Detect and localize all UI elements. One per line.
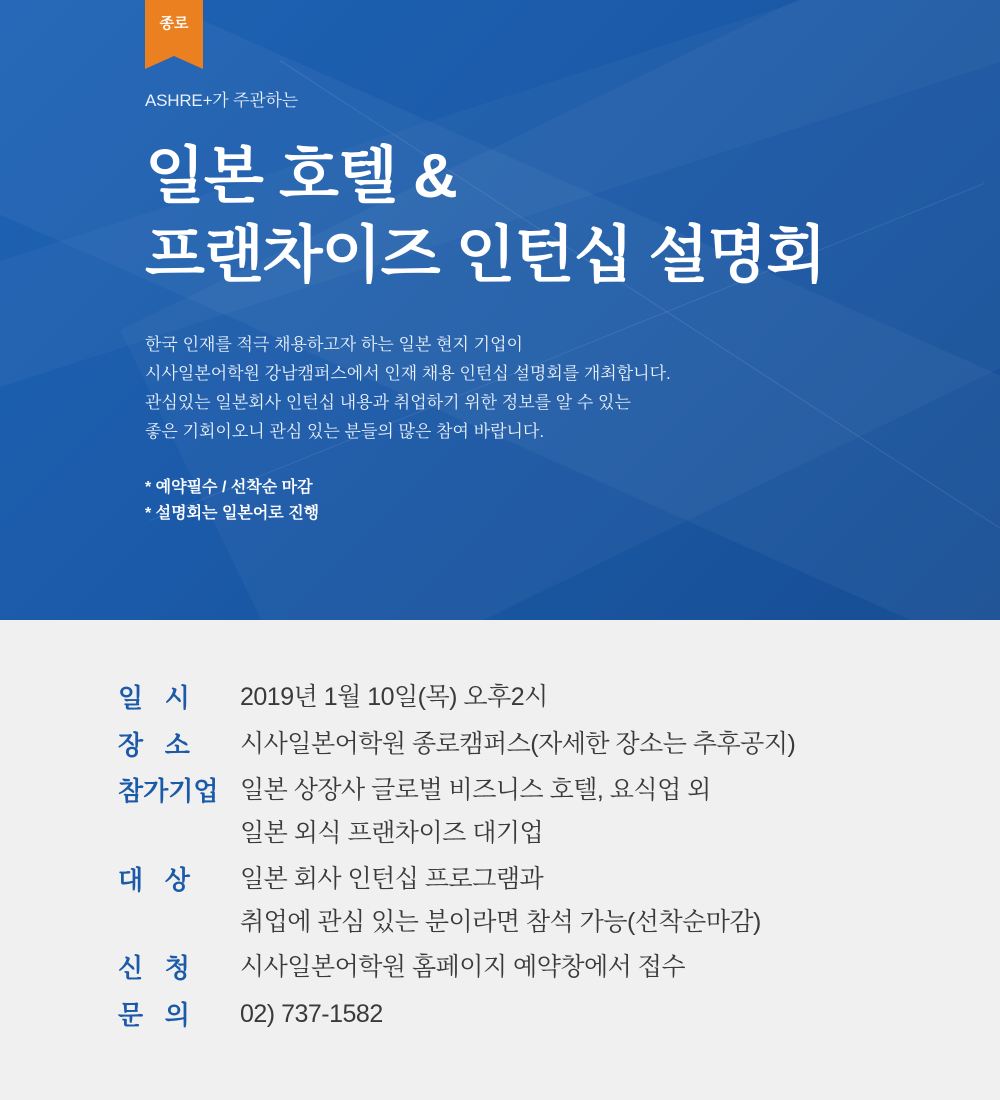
hero-notes	[145, 475, 1000, 527]
event-detail-row	[118, 682, 1000, 715]
event-detail-value	[240, 864, 761, 939]
hero-kicker: ASHRE+가 주관하는	[145, 91, 298, 110]
hero-description-line-3: 관심있는 일본회사 인턴십 내용과 취업하기 위한 정보를 알 수 있는	[145, 393, 631, 413]
event-detail-label: 신 청	[118, 953, 190, 983]
campus-ribbon-label: 종로	[159, 15, 189, 32]
event-detail-label: 일 시	[118, 683, 190, 713]
event-detail-label: 장 소	[118, 729, 190, 760]
event-detail-value-line: 시사일본어학원 종로캠퍼스(자세한 장소는 추후공지)	[240, 729, 796, 758]
event-detail-row	[118, 775, 1000, 850]
hero-note-2: * 설명회는 일본어로 진행	[145, 504, 320, 522]
page-title-line-2: 프랜차이즈 인턴십 설명회	[145, 221, 826, 291]
event-details-list	[118, 682, 1000, 1031]
event-detail-value-line: 시사일본어학원 홈페이지 예약창에서 접수	[240, 953, 686, 981]
page-title-line-1: 일본 호텔 &	[145, 142, 457, 211]
page-title	[145, 137, 1000, 296]
event-detail-value-line: 일본 회사 인턴십 프로그램과	[240, 864, 544, 893]
event-detail-value	[240, 999, 383, 1030]
event-detail-value	[240, 729, 795, 760]
campus-ribbon-badge	[145, 0, 203, 56]
hero-content	[0, 0, 1000, 526]
event-detail-value	[240, 775, 711, 850]
hero-description-line-4: 좋은 기회이오니 관심 있는 분들의 많은 참여 바랍니다.	[145, 422, 545, 442]
event-detail-value	[240, 682, 548, 713]
hero-description-line-2: 시사일본어학원 강남캠퍼스에서 인재 채용 인턴십 설명회를 개최합니다.	[145, 363, 671, 383]
event-detail-row	[118, 864, 1000, 939]
event-detail-value-line: 일본 외식 프랜차이즈 대기업	[240, 819, 544, 848]
event-detail-value-line: 취업에 관심 있는 분이라면 참석 가능(선착순마감)	[240, 907, 761, 936]
event-detail-value	[240, 952, 685, 983]
event-detail-value-line: 일본 상장사 글로벌 비즈니스 호텔, 요식업 외	[240, 776, 711, 804]
hero-description-line-1: 한국 인재를 적극 채용하고자 하는 일본 현지 기업이	[145, 334, 523, 354]
event-detail-row	[118, 729, 1000, 762]
event-detail-row	[118, 999, 1000, 1032]
hero-description	[145, 330, 1000, 447]
event-detail-value-line: 2019년 1월 10일(목) 오후2시	[240, 683, 548, 711]
event-details-section	[0, 620, 1000, 1100]
event-detail-label: 문 의	[118, 999, 190, 1030]
event-detail-row	[118, 952, 1000, 985]
hero-note-1: * 예약필수 / 선착순 마감	[145, 478, 313, 496]
event-detail-label: 참가기업	[118, 776, 219, 806]
event-detail-label: 대 상	[118, 864, 190, 895]
event-detail-value-line: 02) 737-1582	[240, 999, 383, 1028]
